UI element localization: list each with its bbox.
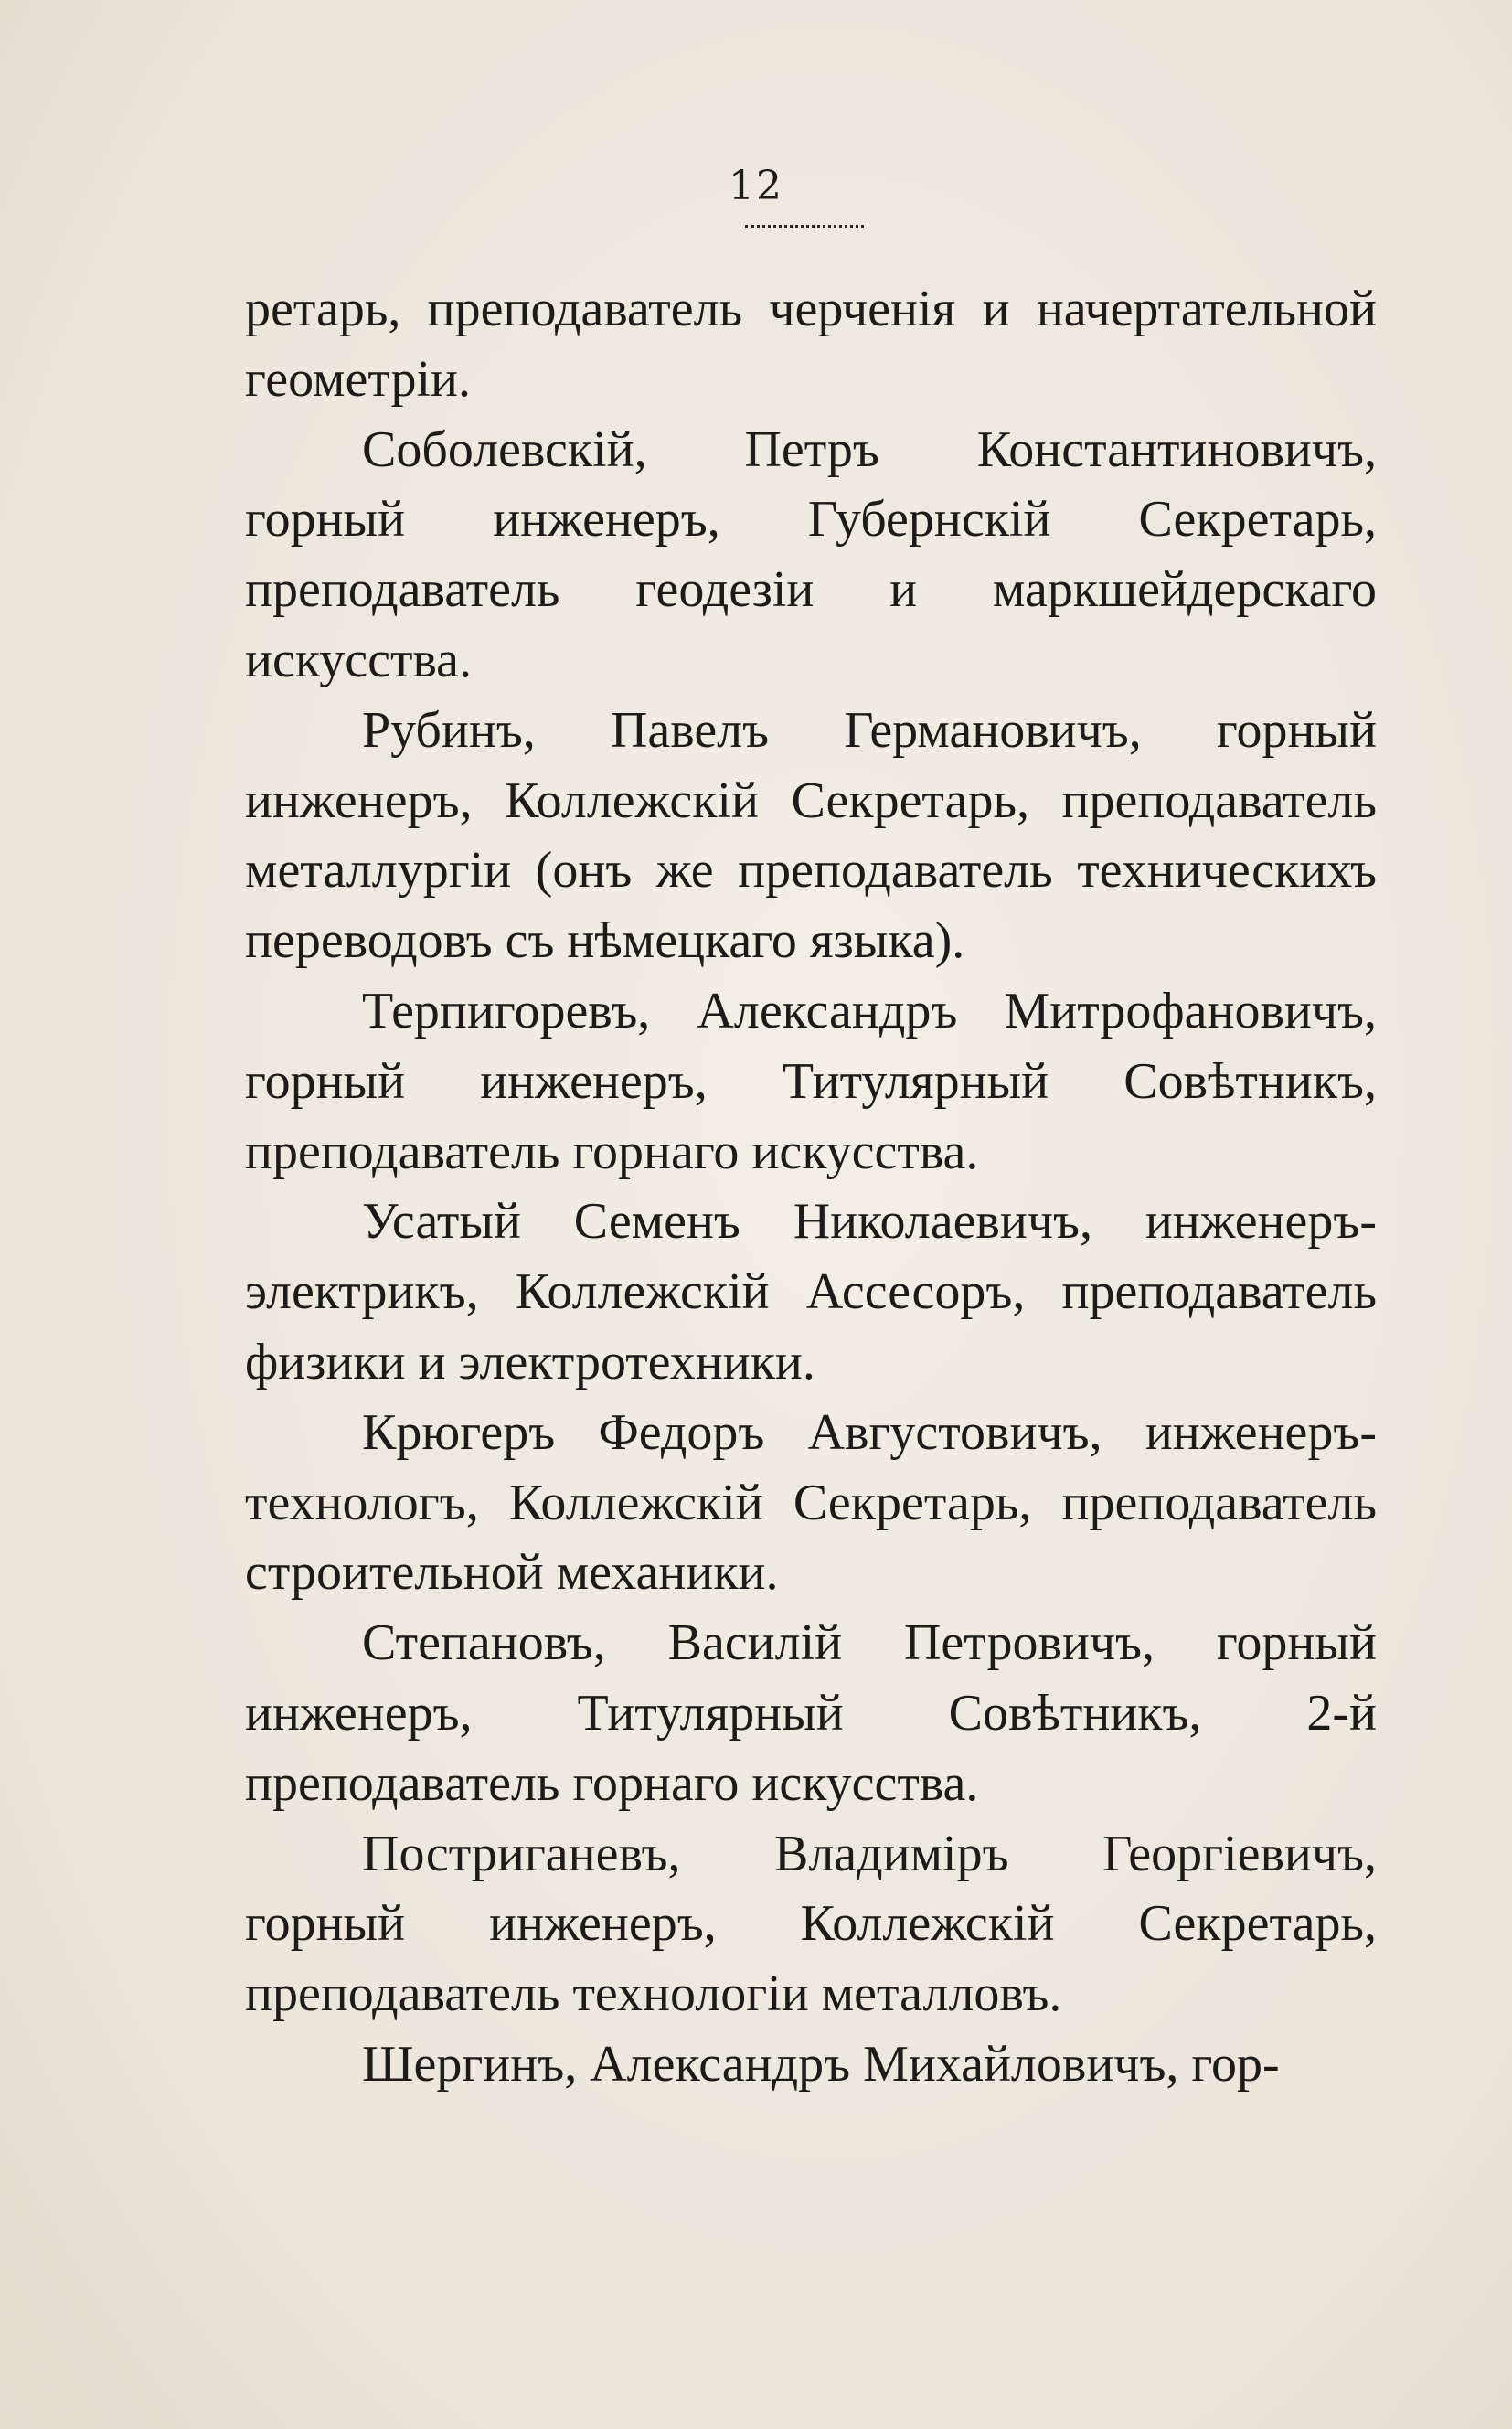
paragraph-sobolevsky: Соболевскій, Петръ Константиновичъ, горный инженеръ, Губернскій Секретарь, преподаватель геодезіи и маркшейдерскаго искусства. <box>245 421 1377 688</box>
paragraph-terpigorev: Терпигоревъ, Александръ Митрофановичъ, горный инженеръ, Титулярный Совѣтникъ, преподаватель горнаго искусства. <box>245 982 1377 1180</box>
paragraph-postriganev: Постриганевъ, Владиміръ Георгіевичъ, горный инженеръ, Коллежскій Секретарь, преподаватель технологіи металловъ. <box>245 1825 1377 2023</box>
page-number: 12 <box>729 163 783 209</box>
paragraph-rubin: Рубинъ, Павелъ Германовичъ, горный инженеръ, Коллежскій Секретарь, преподаватель металлургіи (онъ же преподаватель техническихъ переводовъ съ нѣмецкаго языка). <box>245 701 1377 970</box>
paragraph-kruger: Крюгеръ Федоръ Августовичъ, инженеръ-технологъ, Коллежскій Секретарь, преподаватель строительной механики. <box>245 1403 1377 1602</box>
page-number-rule <box>745 225 864 228</box>
page-text <box>245 274 1377 2100</box>
paragraph-stepanov: Степановъ, Василій Петровичъ, горный инженеръ, Титулярный Совѣтникъ, 2-й преподаватель горнаго искусства. <box>245 1614 1377 1812</box>
paragraph-usaty: Усатый Семенъ Николаевичъ, инженеръ-электрикъ, Коллежскій Ассесоръ, преподаватель физики и электротехники. <box>245 1193 1377 1390</box>
paragraph-continuation: ретарь, преподаватель черченія и начертательной геометріи. <box>245 281 1377 408</box>
paragraph-shergin: Шергинъ, Александръ Михайловичъ, гор- <box>362 2035 1280 2093</box>
